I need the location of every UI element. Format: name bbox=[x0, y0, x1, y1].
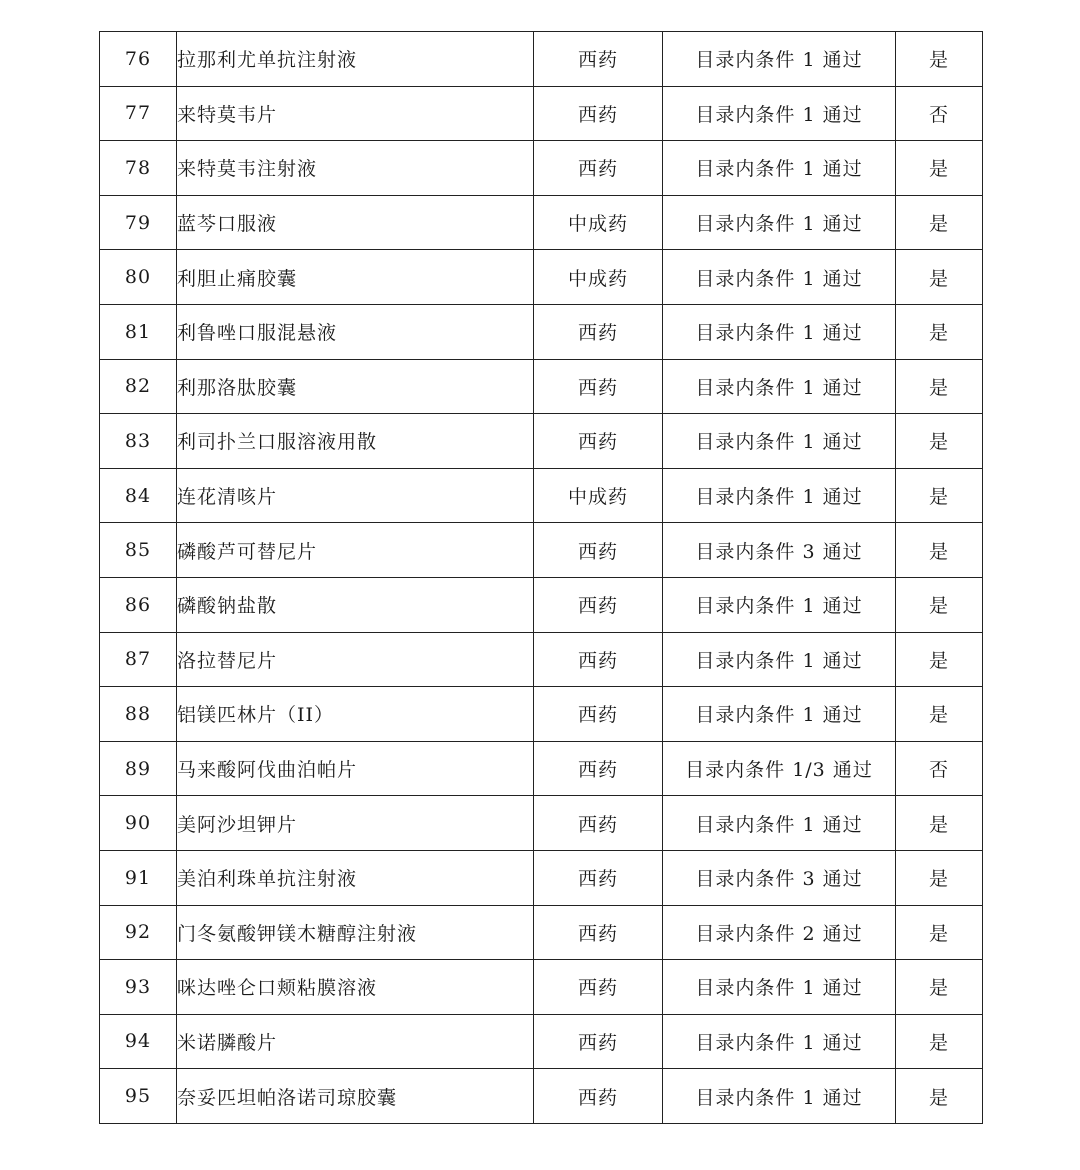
drug-type-cell: 西药 bbox=[534, 632, 663, 687]
result-cell: 是 bbox=[896, 304, 983, 359]
row-number-cell: 91 bbox=[100, 850, 177, 905]
result-cell: 是 bbox=[896, 468, 983, 523]
drug-review-table bbox=[99, 31, 983, 1124]
drug-name-cell: 米诺膦酸片 bbox=[177, 1014, 534, 1069]
drug-name-cell: 利胆止痛胶囊 bbox=[177, 250, 534, 305]
drug-type-cell: 西药 bbox=[534, 577, 663, 632]
condition-cell: 目录内条件 1 通过 bbox=[663, 195, 896, 250]
drug-name-cell: 门冬氨酸钾镁木糖醇注射液 bbox=[177, 905, 534, 960]
table-row bbox=[100, 468, 983, 523]
row-number-cell: 78 bbox=[100, 141, 177, 196]
result-cell: 是 bbox=[896, 850, 983, 905]
row-number-cell: 83 bbox=[100, 414, 177, 469]
drug-type-cell: 西药 bbox=[534, 86, 663, 141]
result-cell: 是 bbox=[896, 32, 983, 87]
drug-name-cell: 咪达唑仑口颊粘膜溶液 bbox=[177, 960, 534, 1015]
result-cell: 是 bbox=[896, 195, 983, 250]
result-cell: 是 bbox=[896, 141, 983, 196]
drug-type-cell: 西药 bbox=[534, 523, 663, 578]
row-number-cell: 95 bbox=[100, 1069, 177, 1124]
condition-cell: 目录内条件 1 通过 bbox=[663, 577, 896, 632]
table-row bbox=[100, 523, 983, 578]
table-row bbox=[100, 32, 983, 87]
drug-name-cell: 利鲁唑口服混悬液 bbox=[177, 304, 534, 359]
drug-name-cell: 利那洛肽胶囊 bbox=[177, 359, 534, 414]
condition-cell: 目录内条件 3 通过 bbox=[663, 850, 896, 905]
condition-cell: 目录内条件 1 通过 bbox=[663, 414, 896, 469]
drug-name-cell: 美阿沙坦钾片 bbox=[177, 796, 534, 851]
drug-type-cell: 中成药 bbox=[534, 250, 663, 305]
result-cell: 是 bbox=[896, 687, 983, 742]
drug-type-cell: 西药 bbox=[534, 850, 663, 905]
row-number-cell: 92 bbox=[100, 905, 177, 960]
table-row bbox=[100, 905, 983, 960]
drug-name-cell: 马来酸阿伐曲泊帕片 bbox=[177, 741, 534, 796]
condition-cell: 目录内条件 1 通过 bbox=[663, 359, 896, 414]
table-row bbox=[100, 687, 983, 742]
row-number-cell: 84 bbox=[100, 468, 177, 523]
drug-name-cell: 蓝芩口服液 bbox=[177, 195, 534, 250]
drug-type-cell: 西药 bbox=[534, 359, 663, 414]
result-cell: 是 bbox=[896, 960, 983, 1015]
table-row bbox=[100, 850, 983, 905]
result-cell: 是 bbox=[896, 577, 983, 632]
drug-type-cell: 西药 bbox=[534, 304, 663, 359]
drug-type-cell: 西药 bbox=[534, 1014, 663, 1069]
row-number-cell: 89 bbox=[100, 741, 177, 796]
condition-cell: 目录内条件 1 通过 bbox=[663, 304, 896, 359]
table-row bbox=[100, 741, 983, 796]
table-row bbox=[100, 577, 983, 632]
drug-name-cell: 洛拉替尼片 bbox=[177, 632, 534, 687]
row-number-cell: 77 bbox=[100, 86, 177, 141]
row-number-cell: 76 bbox=[100, 32, 177, 87]
table-row bbox=[100, 1069, 983, 1124]
drug-type-cell: 西药 bbox=[534, 32, 663, 87]
result-cell: 是 bbox=[896, 414, 983, 469]
row-number-cell: 93 bbox=[100, 960, 177, 1015]
row-number-cell: 94 bbox=[100, 1014, 177, 1069]
condition-cell: 目录内条件 1 通过 bbox=[663, 32, 896, 87]
row-number-cell: 86 bbox=[100, 577, 177, 632]
drug-type-cell: 西药 bbox=[534, 905, 663, 960]
drug-name-cell: 来特莫韦片 bbox=[177, 86, 534, 141]
row-number-cell: 80 bbox=[100, 250, 177, 305]
result-cell: 是 bbox=[896, 359, 983, 414]
condition-cell: 目录内条件 1 通过 bbox=[663, 632, 896, 687]
drug-type-cell: 西药 bbox=[534, 414, 663, 469]
table-body bbox=[100, 32, 983, 1124]
condition-cell: 目录内条件 1 通过 bbox=[663, 86, 896, 141]
drug-name-cell: 奈妥匹坦帕洛诺司琼胶囊 bbox=[177, 1069, 534, 1124]
row-number-cell: 88 bbox=[100, 687, 177, 742]
result-cell: 是 bbox=[896, 1014, 983, 1069]
table-row bbox=[100, 195, 983, 250]
table-row bbox=[100, 632, 983, 687]
result-cell: 是 bbox=[896, 1069, 983, 1124]
drug-type-cell: 中成药 bbox=[534, 468, 663, 523]
result-cell: 是 bbox=[896, 250, 983, 305]
condition-cell: 目录内条件 1 通过 bbox=[663, 468, 896, 523]
drug-type-cell: 中成药 bbox=[534, 195, 663, 250]
condition-cell: 目录内条件 1 通过 bbox=[663, 960, 896, 1015]
table-row bbox=[100, 141, 983, 196]
drug-name-cell: 铝镁匹林片（II） bbox=[177, 687, 534, 742]
drug-type-cell: 西药 bbox=[534, 687, 663, 742]
row-number-cell: 81 bbox=[100, 304, 177, 359]
drug-name-cell: 拉那利尤单抗注射液 bbox=[177, 32, 534, 87]
drug-name-cell: 利司扑兰口服溶液用散 bbox=[177, 414, 534, 469]
condition-cell: 目录内条件 1 通过 bbox=[663, 796, 896, 851]
drug-name-cell: 磷酸钠盐散 bbox=[177, 577, 534, 632]
result-cell: 是 bbox=[896, 796, 983, 851]
drug-type-cell: 西药 bbox=[534, 741, 663, 796]
result-cell: 是 bbox=[896, 632, 983, 687]
table-row bbox=[100, 414, 983, 469]
condition-cell: 目录内条件 1 通过 bbox=[663, 1014, 896, 1069]
table-row bbox=[100, 304, 983, 359]
table-row bbox=[100, 1014, 983, 1069]
condition-cell: 目录内条件 1 通过 bbox=[663, 141, 896, 196]
condition-cell: 目录内条件 1 通过 bbox=[663, 687, 896, 742]
drug-name-cell: 连花清咳片 bbox=[177, 468, 534, 523]
drug-name-cell: 磷酸芦可替尼片 bbox=[177, 523, 534, 578]
result-cell: 是 bbox=[896, 523, 983, 578]
condition-cell: 目录内条件 1/3 通过 bbox=[663, 741, 896, 796]
table-row bbox=[100, 86, 983, 141]
condition-cell: 目录内条件 1 通过 bbox=[663, 1069, 896, 1124]
drug-type-cell: 西药 bbox=[534, 141, 663, 196]
drug-name-cell: 美泊利珠单抗注射液 bbox=[177, 850, 534, 905]
row-number-cell: 82 bbox=[100, 359, 177, 414]
row-number-cell: 90 bbox=[100, 796, 177, 851]
row-number-cell: 87 bbox=[100, 632, 177, 687]
result-cell: 否 bbox=[896, 741, 983, 796]
drug-type-cell: 西药 bbox=[534, 960, 663, 1015]
drug-type-cell: 西药 bbox=[534, 796, 663, 851]
table-row bbox=[100, 960, 983, 1015]
result-cell: 否 bbox=[896, 86, 983, 141]
condition-cell: 目录内条件 2 通过 bbox=[663, 905, 896, 960]
result-cell: 是 bbox=[896, 905, 983, 960]
row-number-cell: 85 bbox=[100, 523, 177, 578]
table-row bbox=[100, 250, 983, 305]
drug-name-cell: 来特莫韦注射液 bbox=[177, 141, 534, 196]
row-number-cell: 79 bbox=[100, 195, 177, 250]
table-row bbox=[100, 796, 983, 851]
condition-cell: 目录内条件 3 通过 bbox=[663, 523, 896, 578]
drug-type-cell: 西药 bbox=[534, 1069, 663, 1124]
table-row bbox=[100, 359, 983, 414]
condition-cell: 目录内条件 1 通过 bbox=[663, 250, 896, 305]
